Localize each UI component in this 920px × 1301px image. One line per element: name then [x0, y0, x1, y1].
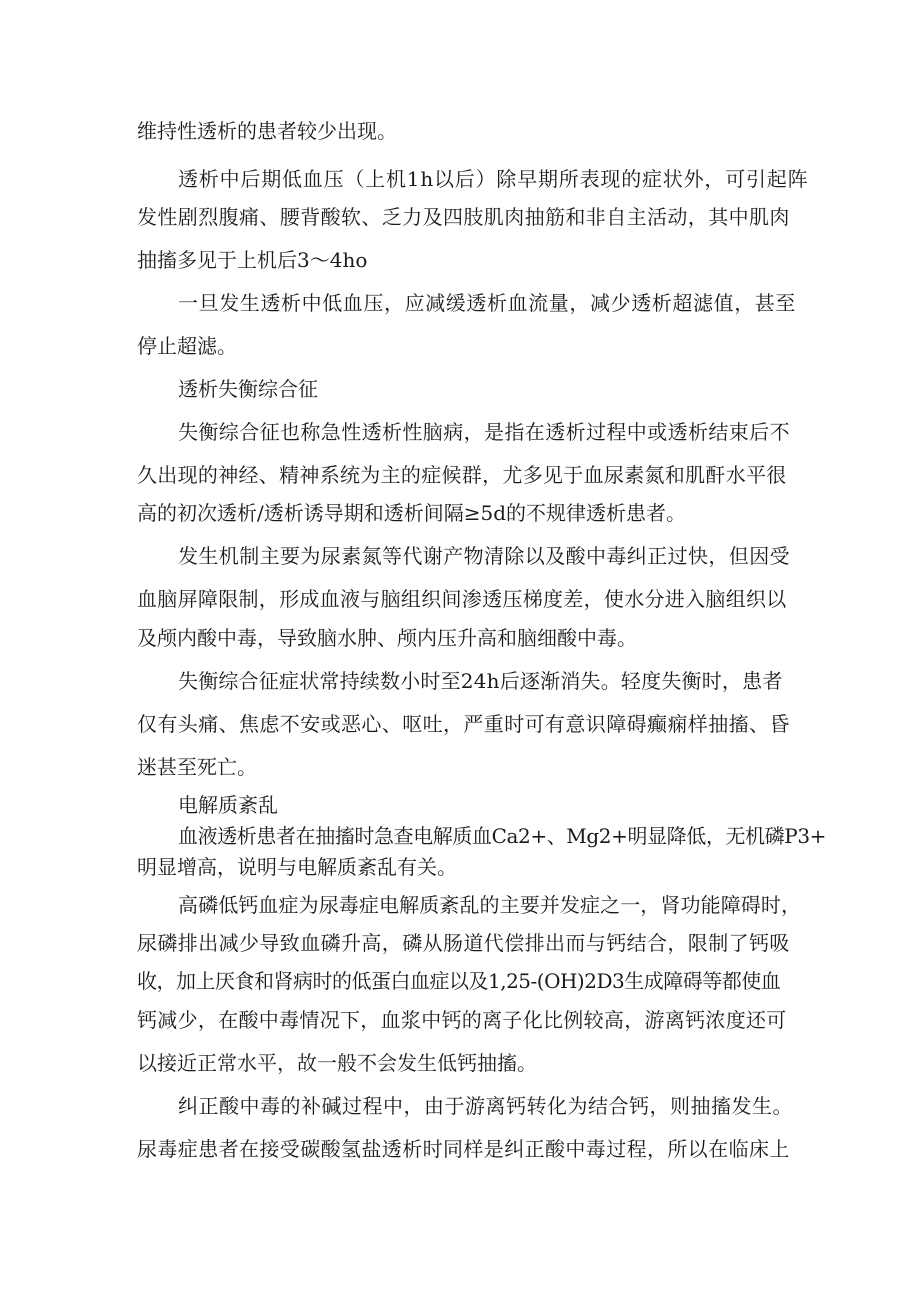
paragraph-10-line-2: 尿磷排出减少导致血磷升高，磷从肠道代偿排出而与钙结合，限制了钙吸	[137, 931, 790, 955]
paragraph-10-line-1: 高磷低钙血症为尿毒症电解质紊乱的主要并发症之一，肾功能障碍时，	[178, 893, 802, 917]
paragraph-3-line-1: 一旦发生透析中低血压，应减缓透析血流量，减少透析超滤值，甚至	[178, 291, 796, 315]
section-heading-electrolyte: 电解质紊乱	[178, 793, 278, 817]
paragraph-11-line-2: 尿毒症患者在接受碳酸氢盐透析时同样是纠正酸中毒过程，所以在临床上	[137, 1137, 790, 1161]
paragraph-3-line-2: 停止超滤。	[137, 334, 237, 358]
paragraph-10-line-4: 钙减少，在酸中毒情况下，血浆中钙的离子化比例较高，游离钙浓度还可	[137, 1008, 787, 1032]
paragraph-2-line-1: 透析中后期低血压（上机1h以后）除早期所表现的症状外，可引起阵	[178, 167, 809, 191]
paragraph-6-line-2: 血脑屏障限制，形成血液与脑组织间渗透压梯度差，使水分进入脑组织以	[137, 587, 787, 611]
paragraph-10-line-3: 收，加上厌食和肾病时的低蛋白血症以及1,25-(OH)2D3生成障碍等都使血	[137, 969, 781, 993]
paragraph-9-line-2: 明显增高，说明与电解质紊乱有关。	[137, 855, 457, 879]
section-heading-disequilibrium: 透析失衡综合征	[178, 377, 318, 401]
paragraph-10-line-5: 以接近正常水平，故一般不会发生低钙抽搐。	[137, 1051, 537, 1075]
paragraph-7-line-2: 仅有头痛、焦虑不安或恶心、呕吐，严重时可有意识障碍癫痫样抽搐、昏	[137, 712, 790, 736]
paragraph-5-line-3: 高的初次透析/透析诱导期和透析间隔≥5d的不规律透析患者。	[137, 501, 687, 525]
paragraph-5-line-1: 失衡综合征也称急性透析性脑病，是指在透析过程中或透析结束后不	[178, 420, 790, 444]
paragraph-2-line-2: 发性剧烈腹痛、腰背酸软、乏力及四肢肌肉抽筋和非自主活动，其中肌肉	[137, 205, 790, 229]
paragraph-6-line-1: 发生机制主要为尿素氮等代谢产物清除以及酸中毒纠正过快，但因受	[178, 544, 790, 568]
paragraph-5-line-2: 久出现的神经、精神系统为主的症候群，尤多见于血尿素氮和肌酐水平很	[137, 463, 787, 487]
paragraph-7-line-1: 失衡综合征症状常持续数小时至24h后逐渐消失。轻度失衡时，患者	[178, 669, 783, 693]
paragraph-6-line-3: 及颅内酸中毒，导致脑水肿、颅内压升高和脑细酸中毒。	[137, 626, 637, 650]
paragraph-1-line-1: 维持性透析的患者较少出现。	[137, 119, 397, 143]
paragraph-2-line-3: 抽搐多见于上机后3～4ho	[137, 248, 368, 272]
paragraph-7-line-3: 迷甚至死亡。	[137, 755, 257, 779]
paragraph-11-line-1: 纠正酸中毒的补碱过程中，由于游离钙转化为结合钙，则抽搐发生。	[178, 1094, 793, 1118]
paragraph-9-line-1: 血液透析患者在抽搐时急查电解质血Ca2+、Mg2+明显降低，无机磷P3+	[178, 824, 827, 848]
